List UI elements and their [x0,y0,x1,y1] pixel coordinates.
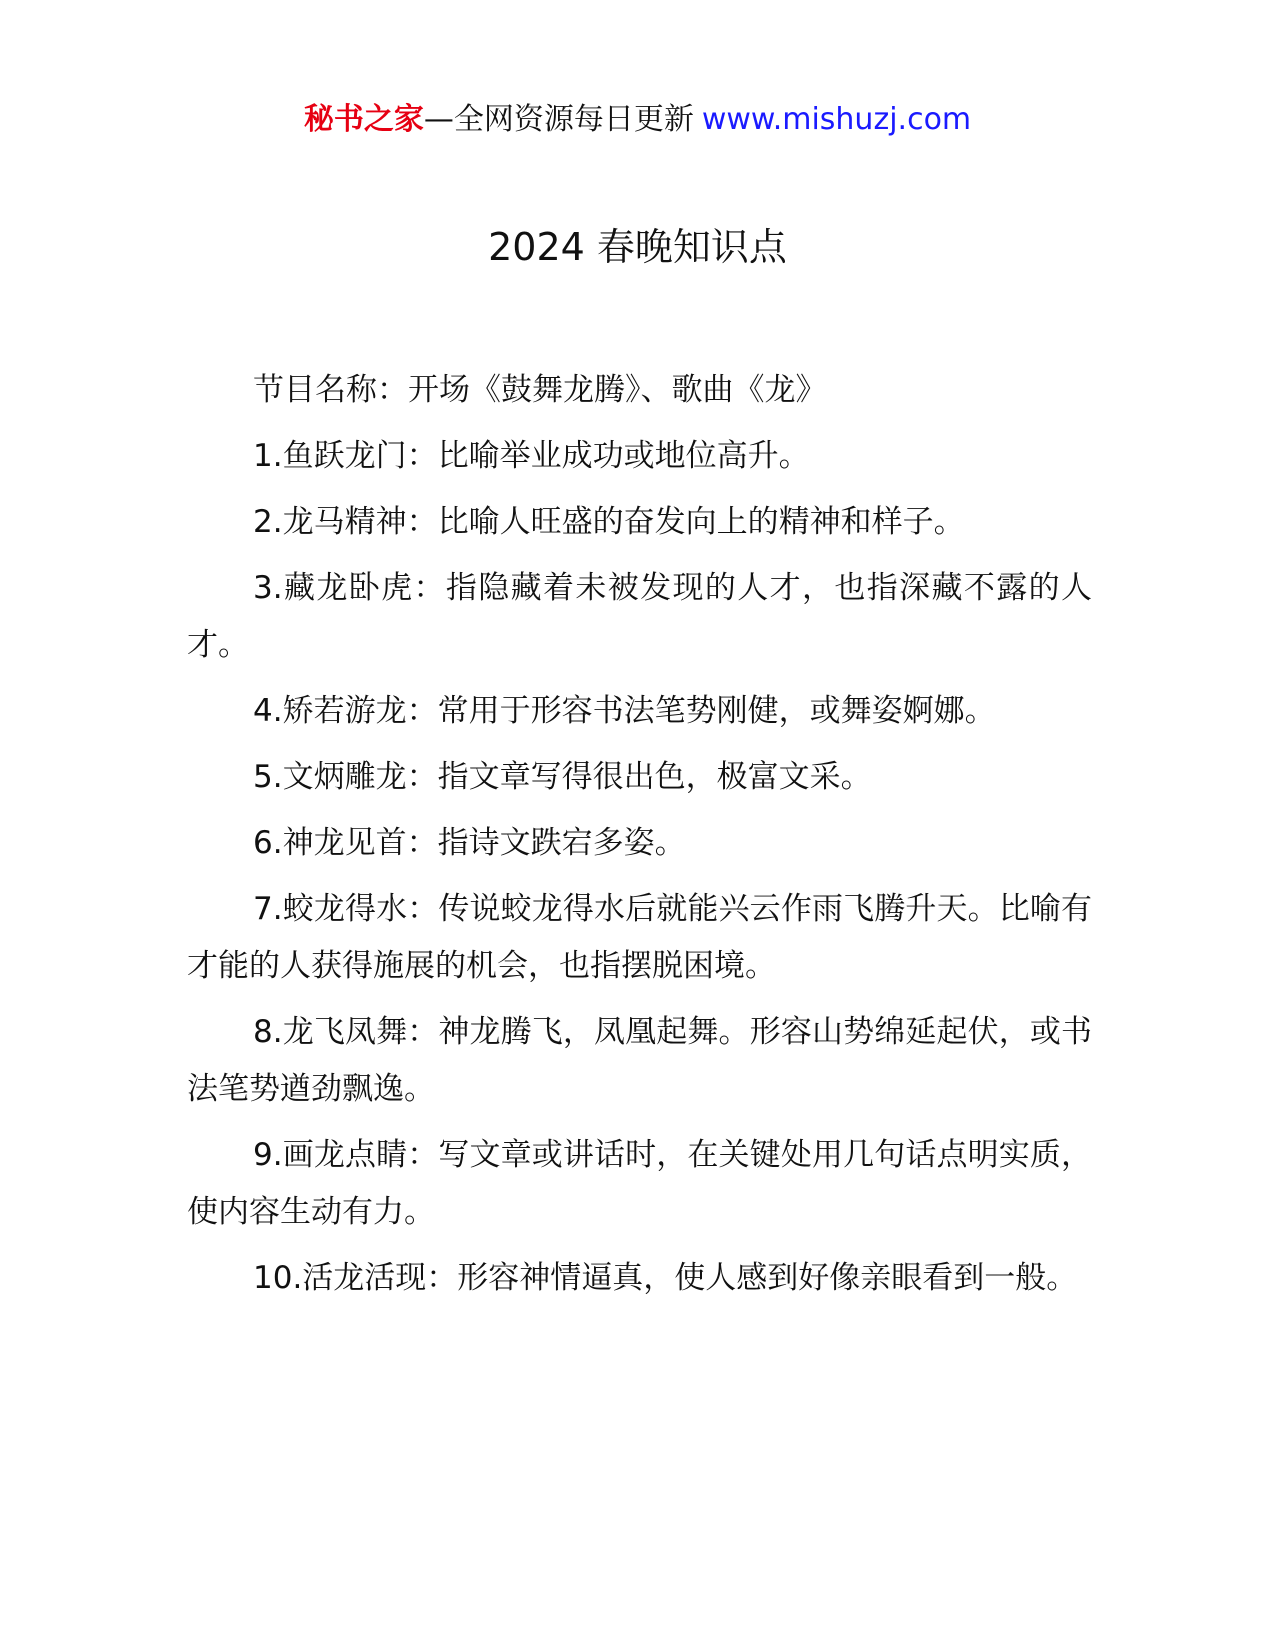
brand-name: 秘书之家 [303,102,424,137]
idiom-item-1: 1.鱼跃龙门：比喻举业成功或地位高升。 [253,438,810,474]
idiom-item-9: 9.画龙点睛：写文章或讲话时，在关键处用几句话点明实质，使内容生动有力。 [187,1137,1092,1230]
page-header [0,100,1275,140]
idiom-item-8: 8.龙飞凤舞：神龙腾飞，凤凰起舞。形容山势绵延起伏，或书法笔势遒劲飘逸。 [187,1014,1092,1107]
idiom-item-2: 2.龙马精神：比喻人旺盛的奋发向上的精神和样子。 [253,504,965,540]
header-slogan: —全网资源每日更新 [423,102,694,137]
idiom-item-4: 4.矫若游龙：常用于形容书法笔势刚健，或舞姿婀娜。 [253,693,996,729]
idiom-item-5: 5.文炳雕龙：指文章写得很出色，极富文采。 [253,759,872,795]
idiom-item-3: 3.藏龙卧虎：指隐藏着未被发现的人才，也指深藏不露的人才。 [187,570,1092,663]
idiom-item-6: 6.神龙见首：指诗文跌宕多姿。 [253,825,686,861]
program-name-paragraph: 节目名称：开场《鼓舞龙腾》、歌曲《龙》 [253,372,827,408]
site-url-link[interactable]: www.mishuzj.com [701,102,972,137]
idiom-item-10: 10.活龙活现：形容神情逼真，使人感到好像亲眼看到一般。 [253,1260,1078,1296]
document-title: 2024 春晚知识点 [488,225,787,269]
document-body [187,362,1092,1316]
idiom-item-7: 7.蛟龙得水：传说蛟龙得水后就能兴云作雨飞腾升天。比喻有才能的人获得施展的机会，也指摆脱困境。 [187,891,1092,984]
